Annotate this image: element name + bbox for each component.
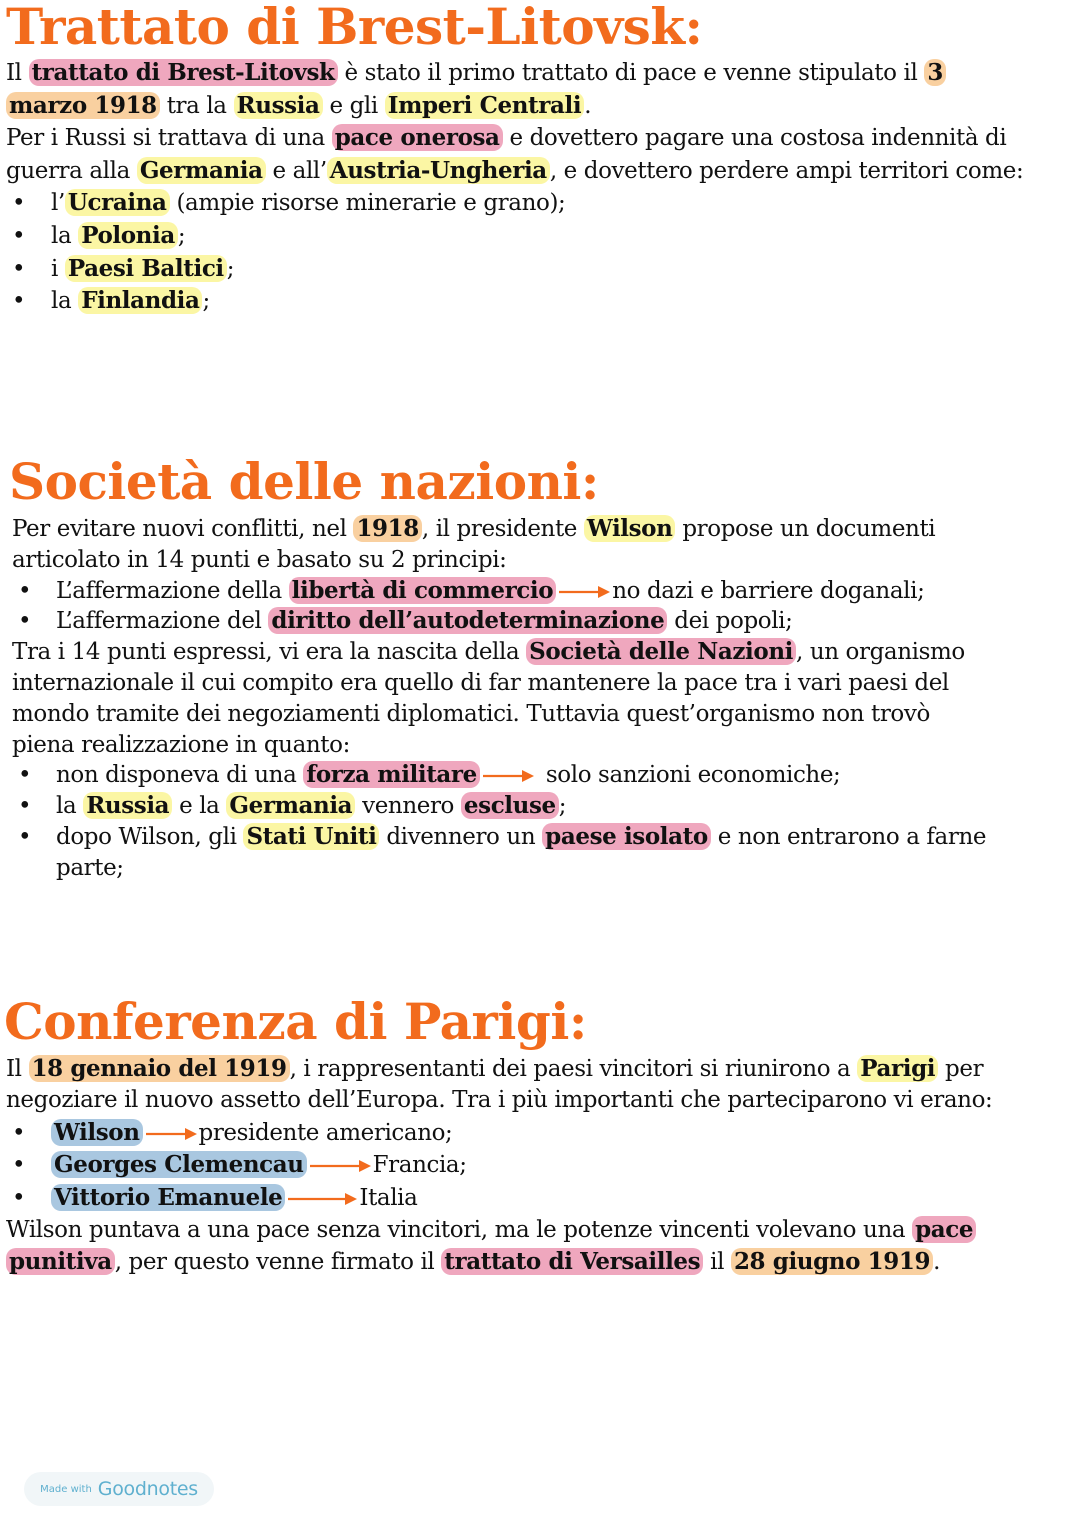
- text-line: Il trattato di Brest-Litovsk è stato il primo trattato di pace e venne stipulato il 3: [6, 57, 1080, 90]
- bullet-icon: •: [18, 608, 32, 635]
- bullet-icon: •: [18, 823, 32, 850]
- text-line: marzo 1918 tra la Russia e gli Imperi Centrali .: [6, 90, 1080, 123]
- list-item: • L’affermazione del diritto dell’autodeterminazione dei popoli;: [12, 606, 1080, 637]
- arrow-right-icon: [309, 1159, 371, 1173]
- highlight: Finlandia: [78, 287, 202, 314]
- highlight: paese isolato: [542, 823, 711, 850]
- highlight: Imperi Centrali: [385, 92, 584, 119]
- bullet-icon: •: [12, 190, 26, 217]
- section-title: Trattato di Brest-Litovsk:: [6, 0, 703, 56]
- highlight: Vittorio Emanuele: [51, 1184, 285, 1211]
- highlight: Ucraina: [65, 189, 170, 216]
- list-item: • la Russia e la Germania vennero escluse ;: [12, 791, 1080, 822]
- highlight: trattato di Brest-Litovsk: [29, 59, 338, 86]
- highlight: libertà di commercio: [289, 577, 557, 604]
- bullet-icon: •: [12, 288, 26, 315]
- section-societa-nazioni: [0, 452, 1080, 884]
- highlight: Wilson: [584, 515, 676, 542]
- highlight: trattato di Versailles: [441, 1248, 703, 1275]
- highlight: 1918: [353, 515, 421, 542]
- text-line: Wilson puntava a una pace senza vincitori, ma le potenze vincenti volevano una pace: [6, 1214, 1080, 1246]
- bullet-icon: •: [12, 222, 26, 249]
- highlight: Germania: [137, 157, 266, 184]
- text-line: Per evitare nuovi conflitti, nel 1918 , il presidente Wilson propose un documenti: [12, 515, 936, 542]
- highlight: pace onerosa: [332, 124, 503, 151]
- text-line: negoziare il nuovo assetto dell’Europa. Tra i più importanti che parteciparono vi erano:: [6, 1087, 993, 1114]
- section-conferenza-parigi: [0, 992, 1080, 1279]
- highlight: Austria-Ungheria: [327, 157, 550, 184]
- highlight: Wilson: [51, 1119, 143, 1146]
- list-item: • l’ Ucraina (ampie risorse minerarie e grano);: [6, 187, 1080, 220]
- arrow-right-icon: [482, 769, 534, 783]
- bullet-icon: •: [12, 1119, 26, 1146]
- list-item: • Vittorio Emanuele Italia: [6, 1182, 1080, 1214]
- text-line: punitiva , per questo venne firmato il trattato di Versailles il 28 giugno 1919 .: [6, 1246, 1080, 1278]
- text-line: piena realizzazione in quanto:: [12, 731, 350, 758]
- list-item: • dopo Wilson, gli Stati Uniti divennero un paese isolato e non entrarono a farne: [12, 822, 1080, 853]
- list-item-continuation: parte;: [56, 854, 124, 881]
- section-title: Conferenza di Parigi:: [4, 992, 587, 1051]
- highlight: Polonia: [78, 222, 178, 249]
- highlight: pace: [912, 1216, 976, 1243]
- section-title: Società delle nazioni:: [9, 452, 599, 511]
- arrow-right-icon: [287, 1192, 357, 1206]
- text-line: internazionale il cui compito era quello di far mantenere la pace tra i vari paesi del: [12, 669, 949, 696]
- bullet-icon: •: [18, 793, 32, 820]
- text-line: guerra alla Germania e all’ Austria-Ungheria , e dovettero perdere ampi territori come:: [6, 156, 1024, 184]
- bullet-icon: •: [18, 762, 32, 789]
- list-item: • la Finlandia ;: [6, 285, 1080, 318]
- highlight: escluse: [461, 792, 559, 819]
- highlight: Parigi: [857, 1055, 938, 1082]
- list-item: • Wilson presidente americano;: [6, 1117, 1080, 1149]
- highlight: 3: [924, 59, 946, 86]
- highlight: punitiva: [6, 1248, 115, 1275]
- highlight: Russia: [83, 792, 172, 819]
- text-line: Il 18 gennaio del 1919 , i rappresentanti dei paesi vincitori si riunirono a Parigi per: [6, 1055, 984, 1082]
- highlight: forza militare: [303, 761, 480, 788]
- text-line: Tra i 14 punti espressi, vi era la nascita della Società delle Nazioni , un organismo: [12, 638, 965, 666]
- highlight: 18 gennaio del 1919: [29, 1055, 290, 1082]
- list-item: • non disponeva di una forza militare solo sanzioni economiche;: [12, 760, 1080, 791]
- highlight: Georges Clemencau: [51, 1151, 307, 1178]
- text-line: Per i Russi si trattava di una pace onerosa e dovettero pagare una costosa indennità di: [6, 124, 1007, 152]
- list-item: • L’affermazione della libertà di commercio no dazi e barriere doganali;: [12, 576, 1080, 607]
- highlight: marzo 1918: [6, 92, 160, 119]
- list-item: • la Polonia ;: [6, 220, 1080, 253]
- highlight: Germania: [226, 792, 355, 819]
- arrow-right-icon: [145, 1127, 197, 1141]
- bullet-icon: •: [12, 1152, 26, 1179]
- highlight: Stati Uniti: [243, 823, 379, 850]
- arrow-right-icon: [558, 585, 610, 599]
- highlight: Paesi Baltici: [65, 255, 227, 282]
- highlight: Società delle Nazioni: [526, 638, 796, 665]
- bullet-icon: •: [12, 255, 26, 282]
- bullet-icon: •: [12, 1184, 26, 1211]
- highlight: Russia: [234, 92, 323, 119]
- badge-small-text: Made with: [40, 1483, 92, 1495]
- text-line: mondo tramite dei negoziamenti diplomatici. Tuttavia quest’organismo non trovò: [12, 700, 930, 727]
- section-brest-litovsk: [0, 2, 1080, 318]
- made-with-goodnotes-badge[interactable]: [24, 1472, 214, 1506]
- list-item: • Georges Clemencau Francia;: [6, 1149, 1080, 1181]
- list-item: • i Paesi Baltici ;: [6, 253, 1080, 286]
- text-line: articolato in 14 punti e basato su 2 principi:: [12, 546, 507, 573]
- highlight: diritto dell’autodeterminazione: [268, 607, 667, 634]
- bullet-icon: •: [18, 577, 32, 604]
- highlight: 28 giugno 1919: [731, 1248, 933, 1275]
- badge-brand-text: Goodnotes: [97, 1478, 198, 1500]
